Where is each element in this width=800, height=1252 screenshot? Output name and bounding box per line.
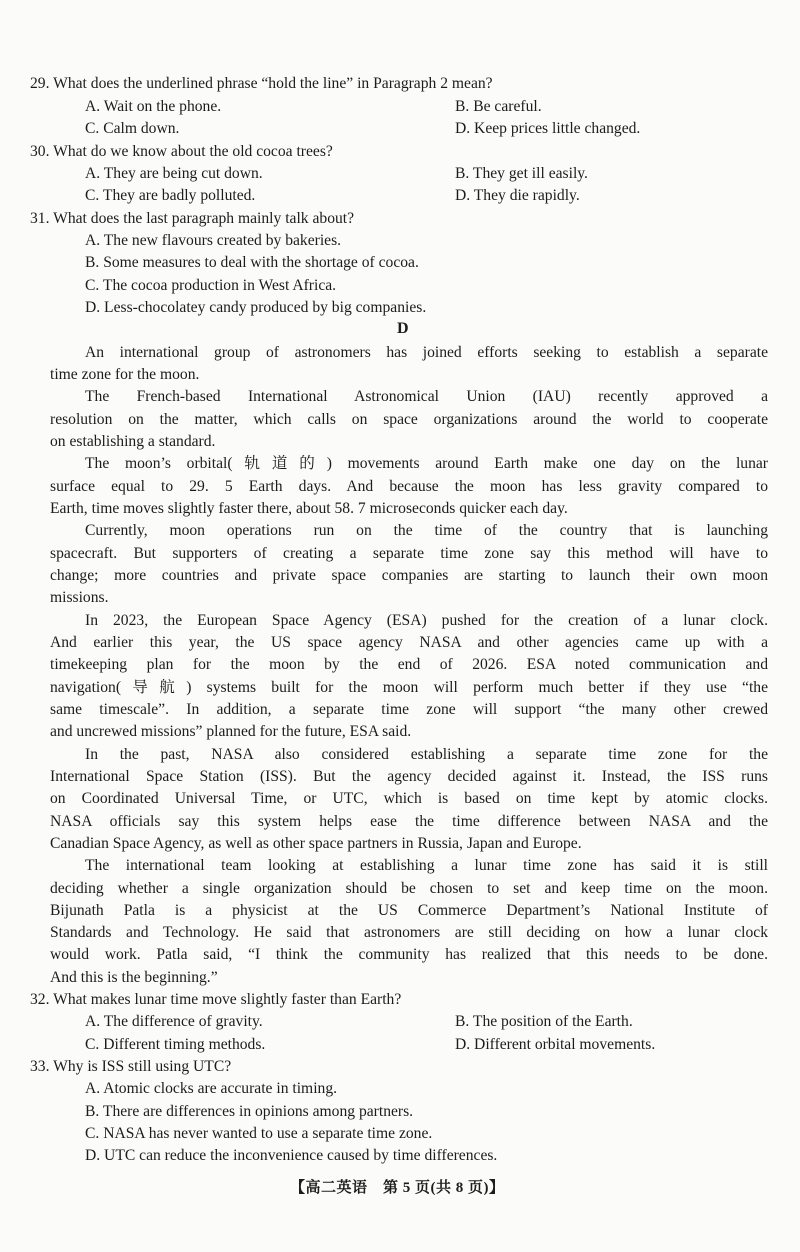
passage-line: NASA officials say this system helps ease the time difference between NASA and the bbox=[50, 813, 768, 830]
passage-line: missions. bbox=[50, 589, 109, 606]
question-30-option-a: A. They are being cut down. bbox=[85, 165, 263, 182]
passage-line: navigation(导航) systems built for the moon will perform much better if they use “the bbox=[50, 679, 768, 696]
passage-line: change; more countries and private space companies are starting to launch their own moon bbox=[50, 567, 768, 584]
passage-line: deciding whether a single organization should be chosen to set and keep time on the moon. bbox=[50, 880, 768, 897]
question-31-option-b: B. Some measures to deal with the shortage of cocoa. bbox=[85, 254, 419, 271]
question-32-stem: 32. What makes lunar time move slightly faster than Earth? bbox=[30, 991, 402, 1008]
question-33-option-a: A. Atomic clocks are accurate in timing. bbox=[85, 1080, 338, 1097]
passage-line: surface equal to 29. 5 Earth days. And because the moon has less gravity compared to bbox=[50, 478, 768, 495]
question-31-stem: 31. What does the last paragraph mainly talk about? bbox=[30, 210, 355, 227]
passage-line: on establishing a standard. bbox=[50, 433, 216, 450]
passage-line: An international group of astronomers has joined efforts seeking to establish a separate bbox=[85, 344, 768, 361]
question-32-option-a: A. The difference of gravity. bbox=[85, 1013, 263, 1030]
question-31-option-a: A. The new flavours created by bakeries. bbox=[85, 232, 342, 249]
passage-line: would work. Patla said, “I think the community has realized that this needs to be done. bbox=[50, 946, 768, 963]
question-31-option-d: D. Less-chocolatey candy produced by big companies. bbox=[85, 299, 427, 316]
passage-line: And earlier this year, the US space agency NASA and other agencies came up with a bbox=[50, 634, 768, 651]
passage-line: Canadian Space Agency, as well as other space partners in Russia, Japan and Europe. bbox=[50, 835, 582, 852]
passage-line: resolution on the matter, which calls on space organizations around the world to cooperate bbox=[50, 411, 768, 428]
question-30-option-b: B. They get ill easily. bbox=[455, 165, 588, 182]
passage-line: Standards and Technology. He said that astronomers are still deciding on how a lunar clock bbox=[50, 924, 768, 941]
passage-line: In the past, NASA also considered establishing a separate time zone for the bbox=[85, 746, 768, 763]
question-29-option-a: A. Wait on the phone. bbox=[85, 98, 222, 115]
passage-line: The French-based International Astronomical Union (IAU) recently approved a bbox=[85, 388, 768, 405]
question-29-option-d: D. Keep prices little changed. bbox=[455, 120, 641, 137]
question-32-option-d: D. Different orbital movements. bbox=[455, 1036, 656, 1053]
question-30-option-d: D. They die rapidly. bbox=[455, 187, 580, 204]
question-33-option-b: B. There are differences in opinions among partners. bbox=[85, 1103, 414, 1120]
passage-line: time zone for the moon. bbox=[50, 366, 200, 383]
question-32-option-c: C. Different timing methods. bbox=[85, 1036, 266, 1053]
passage-line: timekeeping plan for the moon by the end of 2026. ESA noted communication and bbox=[50, 656, 768, 673]
passage-line: The international team looking at establishing a lunar time zone has said it is still bbox=[85, 857, 768, 874]
passage-line: Earth, time moves slightly faster there, about 58. 7 microseconds quicker each day. bbox=[50, 500, 568, 517]
passage-line: The moon’s orbital(轨道的) movements around Earth make one day on the lunar bbox=[85, 455, 768, 472]
question-33-option-d: D. UTC can reduce the inconvenience caused by time differences. bbox=[85, 1147, 498, 1164]
question-31-option-c: C. The cocoa production in West Africa. bbox=[85, 277, 337, 294]
question-29-stem: 29. What does the underlined phrase “hold the line” in Paragraph 2 mean? bbox=[30, 75, 493, 92]
section-heading: D bbox=[397, 320, 409, 337]
question-29-option-c: C. Calm down. bbox=[85, 120, 180, 137]
passage-line: International Space Station (ISS). But the agency decided against it. Instead, the ISS runs bbox=[50, 768, 768, 785]
passage-line: Bijunath Patla is a physicist at the US Commerce Department’s National Institute of bbox=[50, 902, 768, 919]
passage-line: Currently, moon operations run on the time of the country that is launching bbox=[85, 522, 768, 539]
question-33-option-c: C. NASA has never wanted to use a separate time zone. bbox=[85, 1125, 433, 1142]
passage-line: spacecraft. But supporters of creating a separate time zone say this method will have to bbox=[50, 545, 768, 562]
passage-line: and uncrewed missions” planned for the future, ESA said. bbox=[50, 723, 412, 740]
question-33-stem: 33. Why is ISS still using UTC? bbox=[30, 1058, 232, 1075]
page-footer: 【高二英语 第 5 页(共 8 页)】 bbox=[290, 1180, 505, 1196]
question-32-option-b: B. The position of the Earth. bbox=[455, 1013, 633, 1030]
question-30-option-c: C. They are badly polluted. bbox=[85, 187, 256, 204]
passage-line: In 2023, the European Space Agency (ESA) pushed for the creation of a lunar clock. bbox=[85, 612, 768, 629]
question-30-stem: 30. What do we know about the old cocoa trees? bbox=[30, 143, 333, 160]
passage-line: And this is the beginning.” bbox=[50, 969, 218, 986]
passage-line: on Coordinated Universal Time, or UTC, which is based on time kept by atomic clocks. bbox=[50, 790, 768, 807]
question-29-option-b: B. Be careful. bbox=[455, 98, 542, 115]
passage-line: same timescale”. In addition, a separate time zone will support “the many other crewed bbox=[50, 701, 768, 718]
